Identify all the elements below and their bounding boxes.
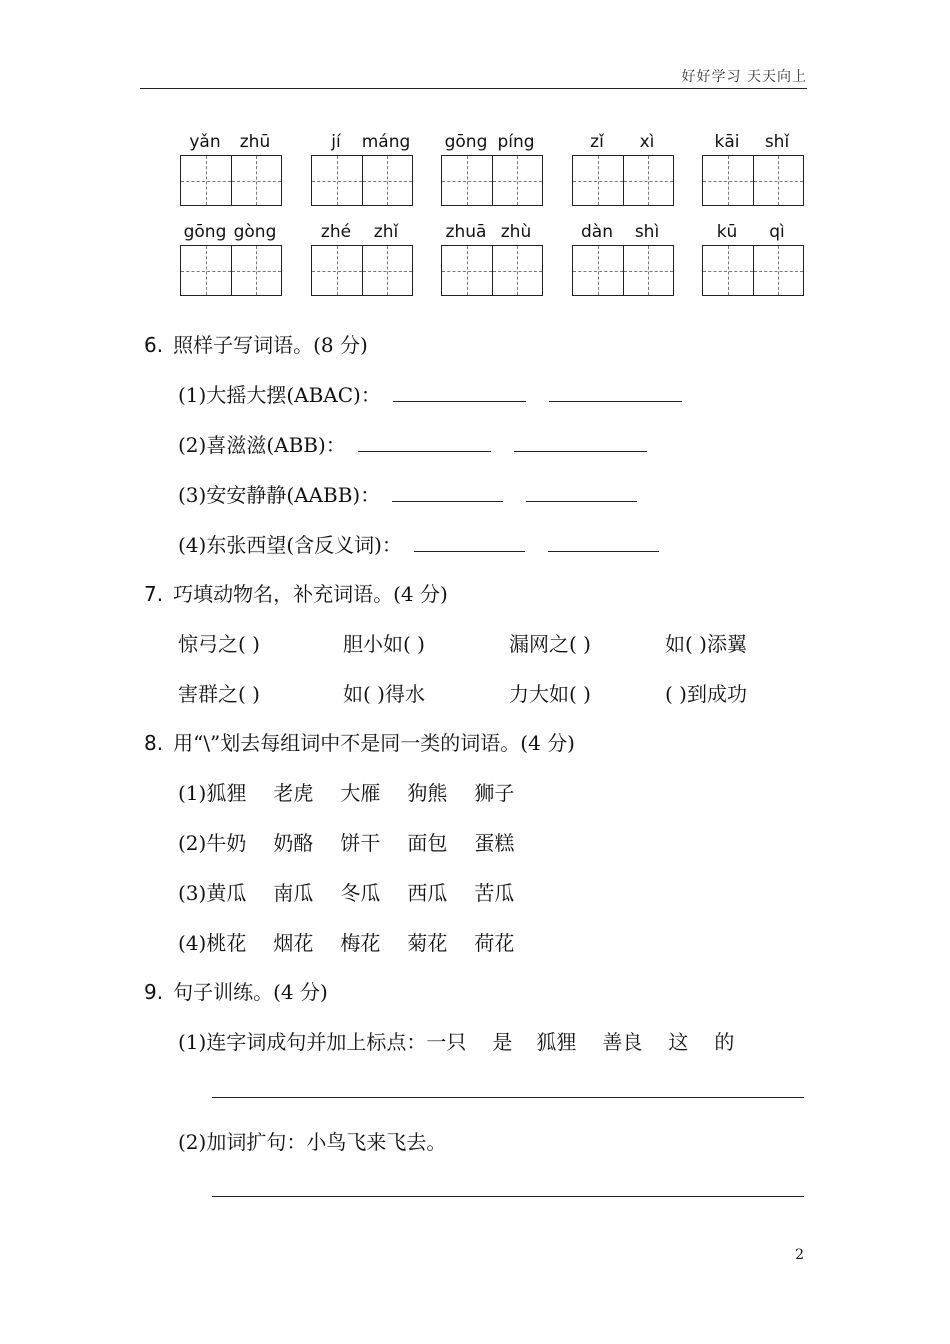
idiom-fill[interactable]: 如( )得水 bbox=[343, 682, 425, 706]
q9-item-2 bbox=[178, 1126, 446, 1155]
pinyin-label bbox=[702, 218, 806, 242]
q9-item-1 bbox=[178, 1026, 734, 1055]
q8-word[interactable]: 烟花 bbox=[273, 931, 314, 955]
q6-item-label: (2)喜滋滋(ABB)： bbox=[178, 433, 346, 457]
question-number: 7. bbox=[144, 582, 164, 606]
answer-blank[interactable] bbox=[526, 481, 637, 502]
q8-group bbox=[178, 777, 514, 806]
q6-item-2 bbox=[178, 429, 647, 458]
tian-zi-box[interactable] bbox=[362, 246, 413, 295]
pinyin-syllable: yǎn bbox=[189, 132, 221, 152]
q8-word[interactable]: 苦瓜 bbox=[474, 881, 515, 905]
question-text: 巧填动物名，补充词语。(4 分) bbox=[173, 582, 448, 606]
q6-item-label: (4)东张西望(含反义词)： bbox=[178, 533, 402, 557]
q8-word[interactable]: 梅花 bbox=[340, 931, 381, 955]
page-number: 2 bbox=[795, 1247, 804, 1263]
q8-group-label: (3) bbox=[178, 881, 207, 905]
q8-word[interactable]: 荷花 bbox=[474, 931, 515, 955]
tian-box-pair bbox=[572, 155, 674, 206]
tian-zi-box[interactable] bbox=[442, 246, 492, 295]
tian-zi-box[interactable] bbox=[231, 246, 282, 295]
pinyin-syllable: zhū bbox=[239, 132, 271, 152]
q8-word[interactable]: 菊花 bbox=[407, 931, 448, 955]
idiom-fill[interactable]: 胆小如( ) bbox=[343, 632, 425, 656]
q8-word[interactable]: 黄瓜 bbox=[206, 881, 247, 905]
idiom-fill[interactable]: 力大如( ) bbox=[509, 682, 591, 706]
tian-zi-box[interactable] bbox=[181, 246, 231, 295]
tian-zi-box[interactable] bbox=[181, 156, 231, 205]
q8-word[interactable]: 狮子 bbox=[474, 781, 515, 805]
tian-zi-box[interactable] bbox=[492, 156, 543, 205]
pinyin-word-unit bbox=[180, 128, 284, 206]
q8-word[interactable]: 西瓜 bbox=[407, 881, 448, 905]
tian-zi-box[interactable] bbox=[623, 246, 674, 295]
pinyin-syllable: zhuā bbox=[445, 222, 487, 242]
scrambled-word: 狐狸 bbox=[536, 1030, 577, 1054]
q8-word[interactable]: 饼干 bbox=[340, 831, 381, 855]
idiom-fill[interactable]: 漏网之( ) bbox=[509, 632, 591, 656]
q8-word[interactable]: 牛奶 bbox=[206, 831, 247, 855]
q8-group bbox=[178, 877, 514, 906]
pinyin-syllable: xì bbox=[639, 132, 655, 152]
question-8-title bbox=[144, 727, 575, 756]
question-text: 句子训练。(4 分) bbox=[173, 980, 328, 1004]
q8-word[interactable]: 老虎 bbox=[273, 781, 314, 805]
pinyin-label bbox=[180, 128, 284, 152]
q9-prompt: (2)加词扩句：小鸟飞来飞去。 bbox=[178, 1130, 447, 1154]
pinyin-syllable: gòng bbox=[233, 222, 277, 242]
pinyin-word-unit bbox=[441, 218, 545, 296]
answer-line[interactable] bbox=[212, 1097, 804, 1098]
idiom-fill[interactable]: 惊弓之( ) bbox=[178, 632, 260, 656]
q8-word[interactable]: 狐狸 bbox=[206, 781, 247, 805]
tian-zi-box[interactable] bbox=[312, 246, 362, 295]
q8-word[interactable]: 桃花 bbox=[206, 931, 247, 955]
pinyin-word-unit bbox=[702, 218, 806, 296]
tian-zi-box[interactable] bbox=[753, 156, 804, 205]
question-7-title bbox=[144, 578, 448, 607]
pinyin-word-unit bbox=[572, 128, 676, 206]
q8-word[interactable]: 面包 bbox=[407, 831, 448, 855]
q7-row-2 bbox=[178, 678, 747, 707]
idiom-fill[interactable]: 如( )添翼 bbox=[665, 632, 747, 656]
q6-item-1 bbox=[178, 379, 682, 408]
q7-row-1 bbox=[178, 628, 747, 657]
q8-word[interactable]: 大雁 bbox=[340, 781, 381, 805]
pinyin-syllable: zǐ bbox=[590, 132, 604, 152]
q8-word[interactable]: 蛋糕 bbox=[474, 831, 515, 855]
question-text: 照样子写词语。(8 分) bbox=[173, 333, 368, 357]
pinyin-syllable: zhé bbox=[320, 222, 352, 242]
tian-box-pair bbox=[702, 245, 804, 296]
pinyin-word-unit bbox=[311, 128, 415, 206]
question-text: 用“\”划去每组词中不是同一类的词语。(4 分) bbox=[173, 731, 575, 755]
q9-prompt: (1)连字词成句并加上标点： bbox=[178, 1030, 427, 1054]
answer-blank[interactable] bbox=[393, 381, 526, 402]
pinyin-syllable: píng bbox=[497, 132, 535, 152]
pinyin-syllable: gōng bbox=[183, 222, 227, 242]
question-6-title bbox=[144, 329, 368, 358]
header-rule bbox=[140, 88, 807, 89]
tian-box-pair bbox=[572, 245, 674, 296]
answer-blank[interactable] bbox=[549, 381, 682, 402]
pinyin-label bbox=[311, 218, 415, 242]
pinyin-syllable: shǐ bbox=[764, 132, 790, 152]
q6-item-label: (3)安安静静(AABB)： bbox=[178, 483, 381, 507]
tian-box-pair bbox=[441, 245, 543, 296]
answer-blank[interactable] bbox=[514, 431, 647, 452]
scrambled-word: 是 bbox=[492, 1030, 513, 1054]
idiom-fill[interactable]: ( )到成功 bbox=[665, 682, 747, 706]
pinyin-label bbox=[572, 128, 676, 152]
tian-zi-box[interactable] bbox=[312, 156, 362, 205]
pinyin-word-unit bbox=[180, 218, 284, 296]
pinyin-syllable: kū bbox=[716, 222, 738, 242]
tian-zi-box[interactable] bbox=[492, 246, 543, 295]
scrambled-word: 这 bbox=[668, 1030, 689, 1054]
pinyin-syllable: kāi bbox=[714, 132, 740, 152]
q6-item-4 bbox=[178, 529, 659, 558]
pinyin-syllable: shì bbox=[634, 222, 660, 242]
tian-box-pair bbox=[180, 245, 282, 296]
tian-zi-box[interactable] bbox=[753, 246, 804, 295]
tian-zi-box[interactable] bbox=[703, 246, 753, 295]
q8-word[interactable]: 南瓜 bbox=[273, 881, 314, 905]
tian-zi-box[interactable] bbox=[231, 156, 282, 205]
scrambled-word: 一只 bbox=[426, 1030, 467, 1054]
q8-word[interactable]: 狗熊 bbox=[407, 781, 448, 805]
pinyin-word-unit bbox=[572, 218, 676, 296]
pinyin-word-unit bbox=[702, 128, 806, 206]
q8-group bbox=[178, 927, 514, 956]
pinyin-syllable: zhǐ bbox=[373, 222, 399, 242]
tian-box-pair bbox=[441, 155, 543, 206]
pinyin-syllable: máng bbox=[361, 132, 411, 152]
pinyin-word-unit bbox=[311, 218, 415, 296]
scrambled-word: 的 bbox=[714, 1030, 735, 1054]
pinyin-label bbox=[441, 128, 545, 152]
pinyin-word-unit bbox=[441, 128, 545, 206]
tian-box-pair bbox=[311, 155, 413, 206]
pinyin-syllable: jí bbox=[331, 132, 341, 152]
q6-item-label: (1)大摇大摆(ABAC)： bbox=[178, 383, 381, 407]
question-number: 9. bbox=[144, 980, 164, 1004]
answer-blank[interactable] bbox=[392, 481, 503, 502]
answer-blank[interactable] bbox=[414, 531, 525, 552]
idiom-fill[interactable]: 害群之( ) bbox=[178, 682, 260, 706]
q6-item-3 bbox=[178, 479, 637, 508]
tian-zi-box[interactable] bbox=[362, 156, 413, 205]
tian-zi-box[interactable] bbox=[442, 156, 492, 205]
question-9-title bbox=[144, 976, 328, 1005]
page-header: 好好学习 天天向上 bbox=[681, 69, 807, 85]
q8-group-label: (4) bbox=[178, 931, 207, 955]
q8-word[interactable]: 奶酪 bbox=[273, 831, 314, 855]
pinyin-writing-grid bbox=[180, 128, 820, 308]
tian-zi-box[interactable] bbox=[573, 246, 623, 295]
q8-group bbox=[178, 827, 514, 856]
pinyin-label bbox=[180, 218, 284, 242]
tian-zi-box[interactable] bbox=[623, 156, 674, 205]
q8-group-label: (1) bbox=[178, 781, 207, 805]
tian-box-pair bbox=[180, 155, 282, 206]
question-number: 8. bbox=[144, 731, 164, 755]
answer-line[interactable] bbox=[212, 1196, 804, 1197]
pinyin-syllable: qì bbox=[769, 222, 785, 242]
pinyin-syllable: zhù bbox=[500, 222, 532, 242]
answer-blank[interactable] bbox=[548, 531, 659, 552]
pinyin-syllable: gōng bbox=[444, 132, 488, 152]
tian-box-pair bbox=[702, 155, 804, 206]
pinyin-label bbox=[572, 218, 676, 242]
scrambled-word: 善良 bbox=[602, 1030, 643, 1054]
q8-group-label: (2) bbox=[178, 831, 207, 855]
question-number: 6. bbox=[144, 333, 164, 357]
pinyin-label bbox=[311, 128, 415, 152]
tian-zi-box[interactable] bbox=[703, 156, 753, 205]
q8-word[interactable]: 冬瓜 bbox=[340, 881, 381, 905]
tian-box-pair bbox=[311, 245, 413, 296]
answer-blank[interactable] bbox=[358, 431, 491, 452]
pinyin-label bbox=[702, 128, 806, 152]
pinyin-syllable: dàn bbox=[581, 222, 613, 242]
pinyin-label bbox=[441, 218, 545, 242]
tian-zi-box[interactable] bbox=[573, 156, 623, 205]
